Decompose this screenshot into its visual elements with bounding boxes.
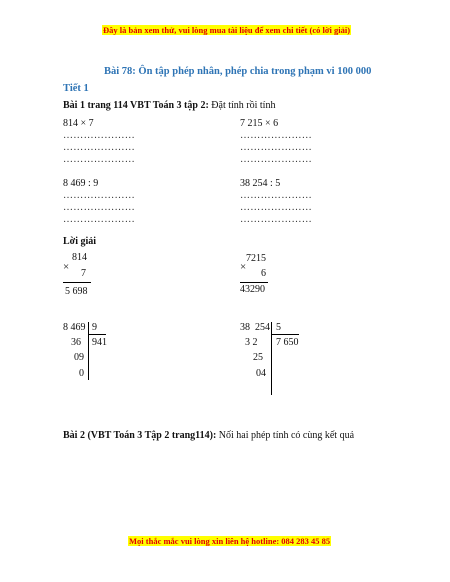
mult2-result: 43290 bbox=[240, 284, 265, 295]
answer-dots: ………………… bbox=[63, 202, 136, 213]
mult1-bottom: 7 bbox=[81, 268, 86, 279]
div1-dividend: 8 469 bbox=[63, 322, 86, 333]
answer-dots: ………………… bbox=[63, 142, 136, 153]
exercise2-instruction: Nối hai phép tính có cùng kết quả bbox=[216, 430, 355, 441]
exercise1-instruction: Đặt tính rồi tính bbox=[208, 100, 276, 111]
multiply-sign: × bbox=[240, 261, 247, 273]
hotline-notice: Mọi thắc mắc vui lòng xin liên hệ hotline: 084 283 45 85 bbox=[129, 536, 331, 546]
answer-dots: ………………… bbox=[240, 154, 313, 165]
divisor-line bbox=[88, 334, 106, 335]
answer-dots: ………………… bbox=[240, 142, 313, 153]
answer-dots: ………………… bbox=[240, 190, 313, 201]
mult1-top: 814 bbox=[72, 252, 87, 263]
lesson-title: Bài 78: Ôn tập phép nhân, phép chia trong phạm vi 100 000 bbox=[104, 66, 372, 77]
answer-dots: ………………… bbox=[63, 214, 136, 225]
answer-dots: ………………… bbox=[240, 202, 313, 213]
div2-dividend: 38 254 bbox=[240, 322, 270, 333]
answer-dots: ………………… bbox=[240, 130, 313, 141]
div2-step: 04 bbox=[256, 368, 266, 379]
div2-step: 3 2 bbox=[245, 337, 258, 348]
exercise2-title bbox=[63, 430, 354, 441]
div1-divisor: 9 bbox=[92, 322, 97, 333]
result-line bbox=[240, 282, 268, 283]
division-bar bbox=[88, 322, 89, 380]
problem-3: 8 469 : 9 bbox=[63, 178, 99, 189]
div1-step: 09 bbox=[74, 352, 84, 363]
answer-dots: ………………… bbox=[240, 214, 313, 225]
problem-4: 38 254 : 5 bbox=[240, 178, 281, 189]
preview-notice: Đây là bản xem thử, vui lòng mua tài liệu để xem chi tiết (có lời giải) bbox=[103, 25, 351, 35]
div2-step: 25 bbox=[253, 352, 263, 363]
problem-1: 814 × 7 bbox=[63, 118, 94, 129]
multiply-sign: × bbox=[63, 261, 70, 273]
div2-divisor: 5 bbox=[276, 322, 281, 333]
answer-dots: ………………… bbox=[63, 190, 136, 201]
solution-heading: Lời giải bbox=[63, 236, 97, 247]
div1-quotient: 941 bbox=[92, 337, 107, 348]
div1-step: 0 bbox=[79, 368, 84, 379]
exercise2-label: Bài 2 (VBT Toán 3 Tập 2 trang114): bbox=[63, 430, 217, 441]
result-line bbox=[63, 282, 91, 283]
problem-2: 7 215 × 6 bbox=[240, 118, 279, 129]
mult2-top: 7215 bbox=[246, 253, 266, 264]
divisor-line bbox=[271, 334, 299, 335]
division-bar bbox=[271, 322, 272, 395]
mult1-result: 5 698 bbox=[65, 286, 88, 297]
div2-quotient: 7 650 bbox=[276, 337, 299, 348]
exercise1-title bbox=[63, 100, 275, 111]
answer-dots: ………………… bbox=[63, 130, 136, 141]
answer-dots: ………………… bbox=[63, 154, 136, 165]
mult2-bottom: 6 bbox=[261, 268, 266, 279]
exercise1-label: Bài 1 trang 114 VBT Toán 3 tập 2: bbox=[63, 100, 209, 111]
div1-step: 36 bbox=[71, 337, 81, 348]
period-heading: Tiết 1 bbox=[63, 83, 89, 94]
